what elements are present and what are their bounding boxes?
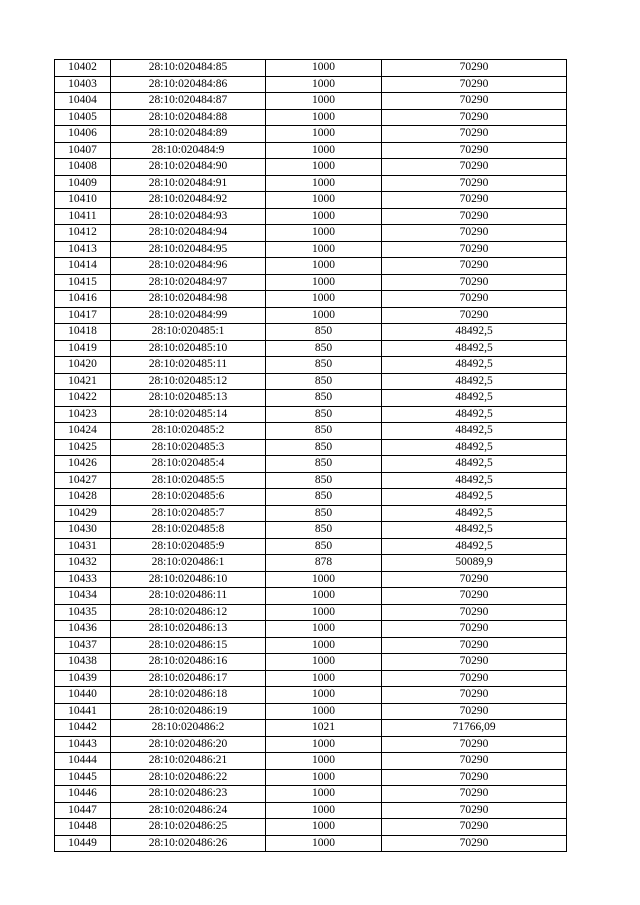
table-row	[55, 571, 567, 588]
cadastral-number-cell: 28:10:020486:23	[111, 786, 266, 803]
cadastral-number-cell: 28:10:020484:92	[111, 192, 266, 209]
row-number-cell: 10410	[55, 192, 111, 209]
value-cell: 70290	[382, 175, 567, 192]
value-cell: 70290	[382, 60, 567, 77]
area-cell: 1000	[266, 241, 382, 258]
value-cell: 70290	[382, 225, 567, 242]
table-row	[55, 670, 567, 687]
row-number-cell: 10408	[55, 159, 111, 176]
cadastral-number-cell: 28:10:020485:6	[111, 489, 266, 506]
value-cell: 70290	[382, 93, 567, 110]
cadastral-number-cell: 28:10:020484:94	[111, 225, 266, 242]
table-row	[55, 555, 567, 572]
cadastral-number-cell: 28:10:020486:22	[111, 769, 266, 786]
cadastral-number-cell: 28:10:020484:86	[111, 76, 266, 93]
row-number-cell: 10406	[55, 126, 111, 143]
cadastral-number-cell: 28:10:020484:87	[111, 93, 266, 110]
area-cell: 1000	[266, 637, 382, 654]
value-cell: 70290	[382, 819, 567, 836]
table-row	[55, 753, 567, 770]
row-number-cell: 10447	[55, 802, 111, 819]
cadastral-number-cell: 28:10:020485:14	[111, 406, 266, 423]
value-cell: 70290	[382, 291, 567, 308]
cadastral-number-cell: 28:10:020485:11	[111, 357, 266, 374]
row-number-cell: 10420	[55, 357, 111, 374]
value-cell: 70290	[382, 835, 567, 852]
area-cell: 850	[266, 423, 382, 440]
table-row	[55, 340, 567, 357]
area-cell: 1000	[266, 142, 382, 159]
value-cell: 70290	[382, 307, 567, 324]
table-row	[55, 175, 567, 192]
cadastral-number-cell: 28:10:020485:4	[111, 456, 266, 473]
area-cell: 850	[266, 324, 382, 341]
value-cell: 70290	[382, 571, 567, 588]
area-cell: 1000	[266, 208, 382, 225]
value-cell: 70290	[382, 274, 567, 291]
value-cell: 48492,5	[382, 505, 567, 522]
area-cell: 850	[266, 489, 382, 506]
cadastral-number-cell: 28:10:020484:97	[111, 274, 266, 291]
value-cell: 70290	[382, 786, 567, 803]
cadastral-number-cell: 28:10:020484:91	[111, 175, 266, 192]
table-row	[55, 621, 567, 638]
area-cell: 1000	[266, 769, 382, 786]
table-row	[55, 456, 567, 473]
row-number-cell: 10430	[55, 522, 111, 539]
value-cell: 70290	[382, 159, 567, 176]
area-cell: 1000	[266, 687, 382, 704]
area-cell: 1000	[266, 307, 382, 324]
area-cell: 1000	[266, 126, 382, 143]
cadastral-number-cell: 28:10:020486:16	[111, 654, 266, 671]
cadastral-number-cell: 28:10:020484:89	[111, 126, 266, 143]
row-number-cell: 10434	[55, 588, 111, 605]
value-cell: 48492,5	[382, 522, 567, 539]
row-number-cell: 10442	[55, 720, 111, 737]
value-cell: 70290	[382, 637, 567, 654]
value-cell: 70290	[382, 142, 567, 159]
row-number-cell: 10425	[55, 439, 111, 456]
value-cell: 70290	[382, 687, 567, 704]
cadastral-number-cell: 28:10:020486:13	[111, 621, 266, 638]
row-number-cell: 10415	[55, 274, 111, 291]
value-cell: 70290	[382, 753, 567, 770]
cadastral-number-cell: 28:10:020485:5	[111, 472, 266, 489]
value-cell: 48492,5	[382, 472, 567, 489]
cadastral-number-cell: 28:10:020484:98	[111, 291, 266, 308]
row-number-cell: 10440	[55, 687, 111, 704]
table-row	[55, 687, 567, 704]
table-row	[55, 489, 567, 506]
area-cell: 850	[266, 373, 382, 390]
cadastral-number-cell: 28:10:020485:1	[111, 324, 266, 341]
cadastral-number-cell: 28:10:020486:20	[111, 736, 266, 753]
cadastral-number-cell: 28:10:020485:13	[111, 390, 266, 407]
cadastral-number-cell: 28:10:020486:15	[111, 637, 266, 654]
row-number-cell: 10435	[55, 604, 111, 621]
value-cell: 48492,5	[382, 406, 567, 423]
table-row	[55, 819, 567, 836]
area-cell: 1000	[266, 802, 382, 819]
area-cell: 1000	[266, 109, 382, 126]
area-cell: 1000	[266, 604, 382, 621]
value-cell: 70290	[382, 769, 567, 786]
table-row	[55, 654, 567, 671]
row-number-cell: 10432	[55, 555, 111, 572]
area-cell: 850	[266, 505, 382, 522]
table-row	[55, 307, 567, 324]
cadastral-number-cell: 28:10:020486:26	[111, 835, 266, 852]
row-number-cell: 10446	[55, 786, 111, 803]
cadastral-number-cell: 28:10:020484:93	[111, 208, 266, 225]
area-cell: 1000	[266, 76, 382, 93]
table-row	[55, 390, 567, 407]
value-cell: 70290	[382, 258, 567, 275]
row-number-cell: 10431	[55, 538, 111, 555]
table-row	[55, 637, 567, 654]
value-cell: 70290	[382, 126, 567, 143]
area-cell: 1000	[266, 93, 382, 110]
row-number-cell: 10405	[55, 109, 111, 126]
value-cell: 48492,5	[382, 456, 567, 473]
area-cell: 1000	[266, 736, 382, 753]
cadastral-number-cell: 28:10:020485:3	[111, 439, 266, 456]
row-number-cell: 10411	[55, 208, 111, 225]
cadastral-number-cell: 28:10:020484:85	[111, 60, 266, 77]
area-cell: 1000	[266, 291, 382, 308]
cadastral-number-cell: 28:10:020486:21	[111, 753, 266, 770]
value-cell: 70290	[382, 208, 567, 225]
area-cell: 1000	[266, 225, 382, 242]
table-row	[55, 60, 567, 77]
area-cell: 1000	[266, 753, 382, 770]
area-cell: 1000	[266, 175, 382, 192]
cadastral-number-cell: 28:10:020485:9	[111, 538, 266, 555]
table-row	[55, 522, 567, 539]
cadastral-number-cell: 28:10:020486:11	[111, 588, 266, 605]
row-number-cell: 10422	[55, 390, 111, 407]
value-cell: 70290	[382, 654, 567, 671]
value-cell: 48492,5	[382, 340, 567, 357]
area-cell: 1000	[266, 274, 382, 291]
table-row	[55, 423, 567, 440]
row-number-cell: 10441	[55, 703, 111, 720]
table-row	[55, 588, 567, 605]
row-number-cell: 10419	[55, 340, 111, 357]
table-row	[55, 109, 567, 126]
row-number-cell: 10426	[55, 456, 111, 473]
value-cell: 48492,5	[382, 390, 567, 407]
cadastral-number-cell: 28:10:020484:99	[111, 307, 266, 324]
area-cell: 1000	[266, 588, 382, 605]
area-cell: 850	[266, 522, 382, 539]
table-row	[55, 538, 567, 555]
value-cell: 70290	[382, 621, 567, 638]
area-cell: 1000	[266, 60, 382, 77]
cadastral-number-cell: 28:10:020484:96	[111, 258, 266, 275]
cadastral-number-cell: 28:10:020484:88	[111, 109, 266, 126]
parcel-table	[54, 59, 567, 852]
table-row	[55, 703, 567, 720]
table-row	[55, 720, 567, 737]
table-row	[55, 159, 567, 176]
area-cell: 850	[266, 472, 382, 489]
table-row	[55, 357, 567, 374]
area-cell: 1000	[266, 654, 382, 671]
value-cell: 70290	[382, 604, 567, 621]
table-row	[55, 505, 567, 522]
row-number-cell: 10439	[55, 670, 111, 687]
row-number-cell: 10417	[55, 307, 111, 324]
row-number-cell: 10433	[55, 571, 111, 588]
table-row	[55, 258, 567, 275]
value-cell: 70290	[382, 802, 567, 819]
table-row	[55, 802, 567, 819]
cadastral-number-cell: 28:10:020486:24	[111, 802, 266, 819]
cadastral-number-cell: 28:10:020486:17	[111, 670, 266, 687]
cadastral-number-cell: 28:10:020486:2	[111, 720, 266, 737]
cadastral-number-cell: 28:10:020486:18	[111, 687, 266, 704]
cadastral-number-cell: 28:10:020484:9	[111, 142, 266, 159]
table-row	[55, 274, 567, 291]
row-number-cell: 10448	[55, 819, 111, 836]
cadastral-number-cell: 28:10:020485:2	[111, 423, 266, 440]
cadastral-number-cell: 28:10:020485:10	[111, 340, 266, 357]
area-cell: 1000	[266, 621, 382, 638]
value-cell: 48492,5	[382, 324, 567, 341]
area-cell: 1000	[266, 703, 382, 720]
value-cell: 48492,5	[382, 538, 567, 555]
cadastral-number-cell: 28:10:020484:95	[111, 241, 266, 258]
row-number-cell: 10427	[55, 472, 111, 489]
row-number-cell: 10445	[55, 769, 111, 786]
row-number-cell: 10412	[55, 225, 111, 242]
value-cell: 70290	[382, 76, 567, 93]
area-cell: 1000	[266, 571, 382, 588]
row-number-cell: 10404	[55, 93, 111, 110]
table-row	[55, 76, 567, 93]
area-cell: 1000	[266, 786, 382, 803]
row-number-cell: 10428	[55, 489, 111, 506]
cadastral-number-cell: 28:10:020485:7	[111, 505, 266, 522]
row-number-cell: 10438	[55, 654, 111, 671]
parcel-table-body	[55, 60, 567, 852]
value-cell: 70290	[382, 703, 567, 720]
value-cell: 70290	[382, 109, 567, 126]
table-row	[55, 439, 567, 456]
area-cell: 1000	[266, 835, 382, 852]
table-row	[55, 373, 567, 390]
row-number-cell: 10413	[55, 241, 111, 258]
row-number-cell: 10449	[55, 835, 111, 852]
value-cell: 70290	[382, 588, 567, 605]
row-number-cell: 10443	[55, 736, 111, 753]
table-row	[55, 208, 567, 225]
value-cell: 70290	[382, 192, 567, 209]
row-number-cell: 10403	[55, 76, 111, 93]
cadastral-number-cell: 28:10:020484:90	[111, 159, 266, 176]
area-cell: 850	[266, 456, 382, 473]
cadastral-number-cell: 28:10:020486:1	[111, 555, 266, 572]
table-row	[55, 241, 567, 258]
table-row	[55, 835, 567, 852]
row-number-cell: 10429	[55, 505, 111, 522]
row-number-cell: 10407	[55, 142, 111, 159]
table-row	[55, 142, 567, 159]
value-cell: 71766,09	[382, 720, 567, 737]
table-row	[55, 93, 567, 110]
area-cell: 1000	[266, 819, 382, 836]
cadastral-number-cell: 28:10:020486:19	[111, 703, 266, 720]
value-cell: 70290	[382, 736, 567, 753]
table-row	[55, 126, 567, 143]
table-row	[55, 406, 567, 423]
value-cell: 48492,5	[382, 357, 567, 374]
row-number-cell: 10423	[55, 406, 111, 423]
area-cell: 878	[266, 555, 382, 572]
table-row	[55, 769, 567, 786]
value-cell: 48492,5	[382, 373, 567, 390]
area-cell: 850	[266, 439, 382, 456]
row-number-cell: 10409	[55, 175, 111, 192]
cadastral-number-cell: 28:10:020485:8	[111, 522, 266, 539]
row-number-cell: 10421	[55, 373, 111, 390]
table-row	[55, 736, 567, 753]
value-cell: 48492,5	[382, 423, 567, 440]
area-cell: 1021	[266, 720, 382, 737]
cadastral-number-cell: 28:10:020485:12	[111, 373, 266, 390]
value-cell: 70290	[382, 241, 567, 258]
table-row	[55, 291, 567, 308]
area-cell: 1000	[266, 192, 382, 209]
row-number-cell: 10436	[55, 621, 111, 638]
table-row	[55, 472, 567, 489]
table-row	[55, 324, 567, 341]
row-number-cell: 10416	[55, 291, 111, 308]
table-row	[55, 604, 567, 621]
area-cell: 1000	[266, 258, 382, 275]
area-cell: 850	[266, 538, 382, 555]
cadastral-number-cell: 28:10:020486:10	[111, 571, 266, 588]
value-cell: 48492,5	[382, 489, 567, 506]
cadastral-number-cell: 28:10:020486:25	[111, 819, 266, 836]
area-cell: 850	[266, 357, 382, 374]
row-number-cell: 10437	[55, 637, 111, 654]
table-row	[55, 192, 567, 209]
area-cell: 850	[266, 406, 382, 423]
value-cell: 50089,9	[382, 555, 567, 572]
value-cell: 48492,5	[382, 439, 567, 456]
row-number-cell: 10414	[55, 258, 111, 275]
area-cell: 850	[266, 340, 382, 357]
row-number-cell: 10418	[55, 324, 111, 341]
value-cell: 70290	[382, 670, 567, 687]
area-cell: 1000	[266, 670, 382, 687]
table-row	[55, 225, 567, 242]
row-number-cell: 10402	[55, 60, 111, 77]
row-number-cell: 10424	[55, 423, 111, 440]
row-number-cell: 10444	[55, 753, 111, 770]
table-row	[55, 786, 567, 803]
area-cell: 1000	[266, 159, 382, 176]
cadastral-number-cell: 28:10:020486:12	[111, 604, 266, 621]
area-cell: 850	[266, 390, 382, 407]
